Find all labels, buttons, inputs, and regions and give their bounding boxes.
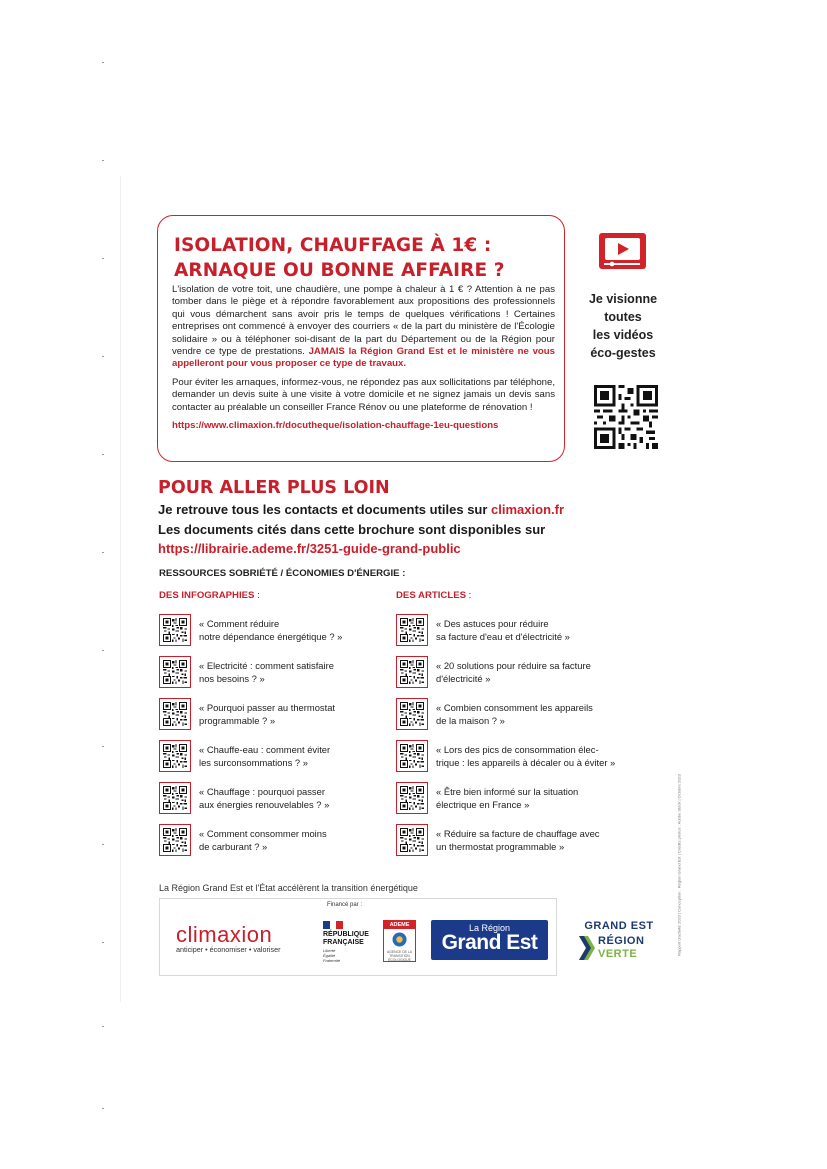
resources-title: RESSOURCES SOBRIÉTÉ / ÉCONOMIES D'ÉNERGIE : (159, 568, 406, 579)
label-line2: de la maison ? » (436, 714, 505, 726)
label-line2: programmable ? » (199, 714, 276, 726)
alert-paragraph-2: Pour éviter les arnaques, informez-vous, ne répondez pas aux sollicitations par téléphone, demander un devis suite à une visite à votre domicile et ne signez jamais un devis sans contacter au préalable un conseiller France Rénov ou une plateforme de rénovation ! (172, 376, 555, 413)
label-line2: de carburant ? » (199, 840, 268, 852)
republique-line1: RÉPUBLIQUE (323, 931, 369, 938)
verte-line3: VERTE (598, 948, 638, 960)
margin-mark (102, 356, 104, 357)
alert-link[interactable]: https://www.climaxion.fr/docutheque/isolation-chauffage-1eu-questions (172, 420, 499, 432)
qr-code-icon[interactable] (159, 782, 191, 814)
article-item[interactable] (396, 740, 626, 782)
infographic-label (199, 618, 389, 643)
infographic-item[interactable] (159, 614, 389, 656)
infographics-heading-text: DES INFOGRAPHIES (159, 590, 255, 601)
ademe-subtitle: AGENCE DE LA TRANSITION ÉCOLOGIQUE (386, 950, 413, 962)
infographics-list (159, 614, 389, 866)
label-line2: notre dépendance énergétique ? » (199, 630, 343, 642)
qr-code-icon[interactable] (396, 698, 428, 730)
label-line2: électrique en France » (436, 798, 530, 810)
label-line2: d'électricité » (436, 672, 491, 684)
label-line1: « Être bien informé sur la situation (436, 786, 579, 797)
margin-mark (102, 454, 104, 455)
financed-by-label: Financé par : (327, 902, 363, 908)
margin-mark (102, 1108, 104, 1109)
margin-mark (102, 746, 104, 747)
label-line1: « Comment consommer moins (199, 828, 327, 839)
label-line2: les surconsommations ? » (199, 756, 308, 768)
article-label (436, 828, 626, 853)
video-caption-line1: Je visionne (588, 292, 658, 306)
margin-mark (102, 942, 104, 943)
article-item[interactable] (396, 614, 626, 656)
qr-code-icon[interactable] (396, 656, 428, 688)
region-grand-est-logo (431, 920, 548, 960)
infographic-label (199, 786, 389, 811)
label-line2: un thermostat programmable » (436, 840, 565, 852)
label-line2: sa facture d'eau et d'électricité » (436, 630, 570, 642)
article-label (436, 744, 626, 769)
alert-title (174, 233, 564, 283)
qr-code-icon[interactable] (396, 614, 428, 646)
video-caption-line4: éco-gestes (590, 346, 656, 360)
video-caption-line3: les vidéos (592, 328, 654, 342)
label-line2: nos besoins ? » (199, 672, 265, 684)
verte-line1: GRAND EST (584, 920, 654, 932)
alert-warning-emphasis: JAMAIS la Région Grand Est et le ministère ne vous appelleront pour vous proposer ce type de travaux. (172, 346, 555, 370)
republique-line2: FRANÇAISE (323, 939, 364, 946)
qr-code-icon[interactable] (159, 614, 191, 646)
alert-paragraph-1 (172, 284, 555, 371)
label-line1: « Combien consomment les appareils (436, 702, 593, 713)
label-line2: aux énergies renouvelables ? » (199, 798, 330, 810)
video-caption (578, 290, 668, 362)
region-small-label: La Région (468, 923, 511, 933)
articles-list (396, 614, 626, 866)
qr-code-icon[interactable] (396, 740, 428, 772)
footer-caption: La Région Grand Est et l'État accélèrent la transition énergétique (159, 883, 418, 893)
republique-francaise-flag-icon (323, 921, 343, 929)
article-item[interactable] (396, 824, 626, 866)
motto-egalite: Égalité (323, 953, 336, 958)
label-line1: « Lors des pics de consommation élec- (436, 744, 599, 755)
article-label (436, 660, 626, 685)
more-section-title: POUR ALLER PLUS LOIN (158, 478, 390, 498)
republique-motto (323, 948, 340, 963)
video-play-icon[interactable] (598, 232, 647, 274)
qr-code-icon[interactable] (159, 824, 191, 856)
infographic-item[interactable] (159, 656, 389, 698)
video-caption-line2: toutes (604, 310, 642, 324)
label-line1: « Réduire sa facture de chauffage avec (436, 828, 600, 839)
label-line1: « Chauffage : pourquoi passer (199, 786, 325, 797)
chevron-right-icon (579, 936, 595, 960)
article-item[interactable] (396, 782, 626, 824)
articles-heading-colon: : (466, 590, 472, 601)
ademe-name: ADEME (384, 921, 415, 929)
infographics-heading-colon: : (254, 590, 260, 601)
infographics-heading (159, 590, 260, 601)
more-line-1-text: Je retrouve tous les contacts et documents utiles sur (158, 502, 492, 517)
label-line1: « Electricité : comment satisfaire (199, 660, 334, 671)
margin-mark (102, 844, 104, 845)
infographic-label (199, 744, 389, 769)
label-line2: trique : les appareils à décaler ou à éviter » (436, 756, 616, 768)
republique-francaise-logo (323, 931, 369, 947)
credits-text: Rapport d'activité 2023 | Conception : Région Grand Est | Crédits photos : Adobe Stock | Octobre 2023 (676, 774, 682, 956)
infographic-label (199, 702, 389, 727)
videos-qr-code-icon[interactable] (594, 385, 658, 449)
articles-heading-text: DES ARTICLES (396, 590, 467, 601)
label-line1: « Des astuces pour réduire (436, 618, 549, 629)
qr-code-icon[interactable] (396, 782, 428, 814)
margin-mark (102, 258, 104, 259)
infographic-label (199, 828, 389, 853)
margin-mark (102, 1026, 104, 1027)
article-label (436, 786, 626, 811)
alert-paragraph-1-text: L'isolation de votre toit, une chaudière, une pompe à chaleur à 1 € ? Attention à ne pas tomber dans le piège et à répondre favorablement aux propositions des professionnels qui vous démarchent sans avoir pris le temps de quelques vérifications ! Certaines entreprises ont commencé à envoyer des courriers « de la part du ministère de l'Écologie solidaire » ou à téléphoner soi-disant de la part du Département ou de la Région pour vendre ce type de prestations. (172, 284, 555, 358)
more-line-1 (158, 502, 564, 517)
alert-title-line2: ARNAQUE OU BONNE AFFAIRE ? (174, 260, 505, 281)
qr-code-icon[interactable] (159, 656, 191, 688)
article-item[interactable] (396, 656, 626, 698)
climaxion-link[interactable]: climaxion.fr (491, 502, 565, 517)
label-line1: « Pourquoi passer au thermostat (199, 702, 336, 713)
margin-mark (102, 650, 104, 651)
ademe-emblem-icon (392, 931, 407, 948)
alert-body (172, 284, 555, 432)
more-line-2: Les documents cités dans cette brochure sont disponibles sur (158, 522, 546, 537)
climaxion-tagline: anticiper • économiser • valoriser (176, 945, 281, 954)
articles-heading (396, 590, 471, 601)
article-label (436, 618, 626, 643)
region-big-label: Grand Est (441, 931, 538, 954)
infographic-item[interactable] (159, 782, 389, 824)
qr-code-icon[interactable] (159, 740, 191, 772)
infographic-item[interactable] (159, 698, 389, 740)
margin-mark (102, 552, 104, 553)
article-item[interactable] (396, 698, 626, 740)
qr-code-icon[interactable] (159, 698, 191, 730)
more-line-3 (158, 541, 461, 556)
ademe-library-link[interactable]: https://librairie.ademe.fr/3251-guide-grand-public (158, 541, 461, 556)
climaxion-logo: climaxion (176, 922, 273, 947)
label-line1: « Chauffe-eau : comment éviter (199, 744, 331, 755)
ademe-logo (383, 920, 416, 962)
infographic-item[interactable] (159, 740, 389, 782)
motto-liberte: Liberté (323, 948, 336, 953)
label-line1: « 20 solutions pour réduire sa facture (436, 660, 591, 671)
qr-code-icon[interactable] (396, 824, 428, 856)
alert-title-line1: ISOLATION, CHAUFFAGE À 1€ : (174, 235, 492, 256)
infographic-label (199, 660, 389, 685)
label-line1: « Comment réduire (199, 618, 280, 629)
article-label (436, 702, 626, 727)
verte-line2: RÉGION (598, 935, 645, 947)
margin-mark (102, 62, 104, 63)
infographic-item[interactable] (159, 824, 389, 866)
credits-vertical (674, 740, 684, 990)
motto-fraternite: Fraternité (323, 958, 341, 963)
margin-mark (102, 160, 104, 161)
